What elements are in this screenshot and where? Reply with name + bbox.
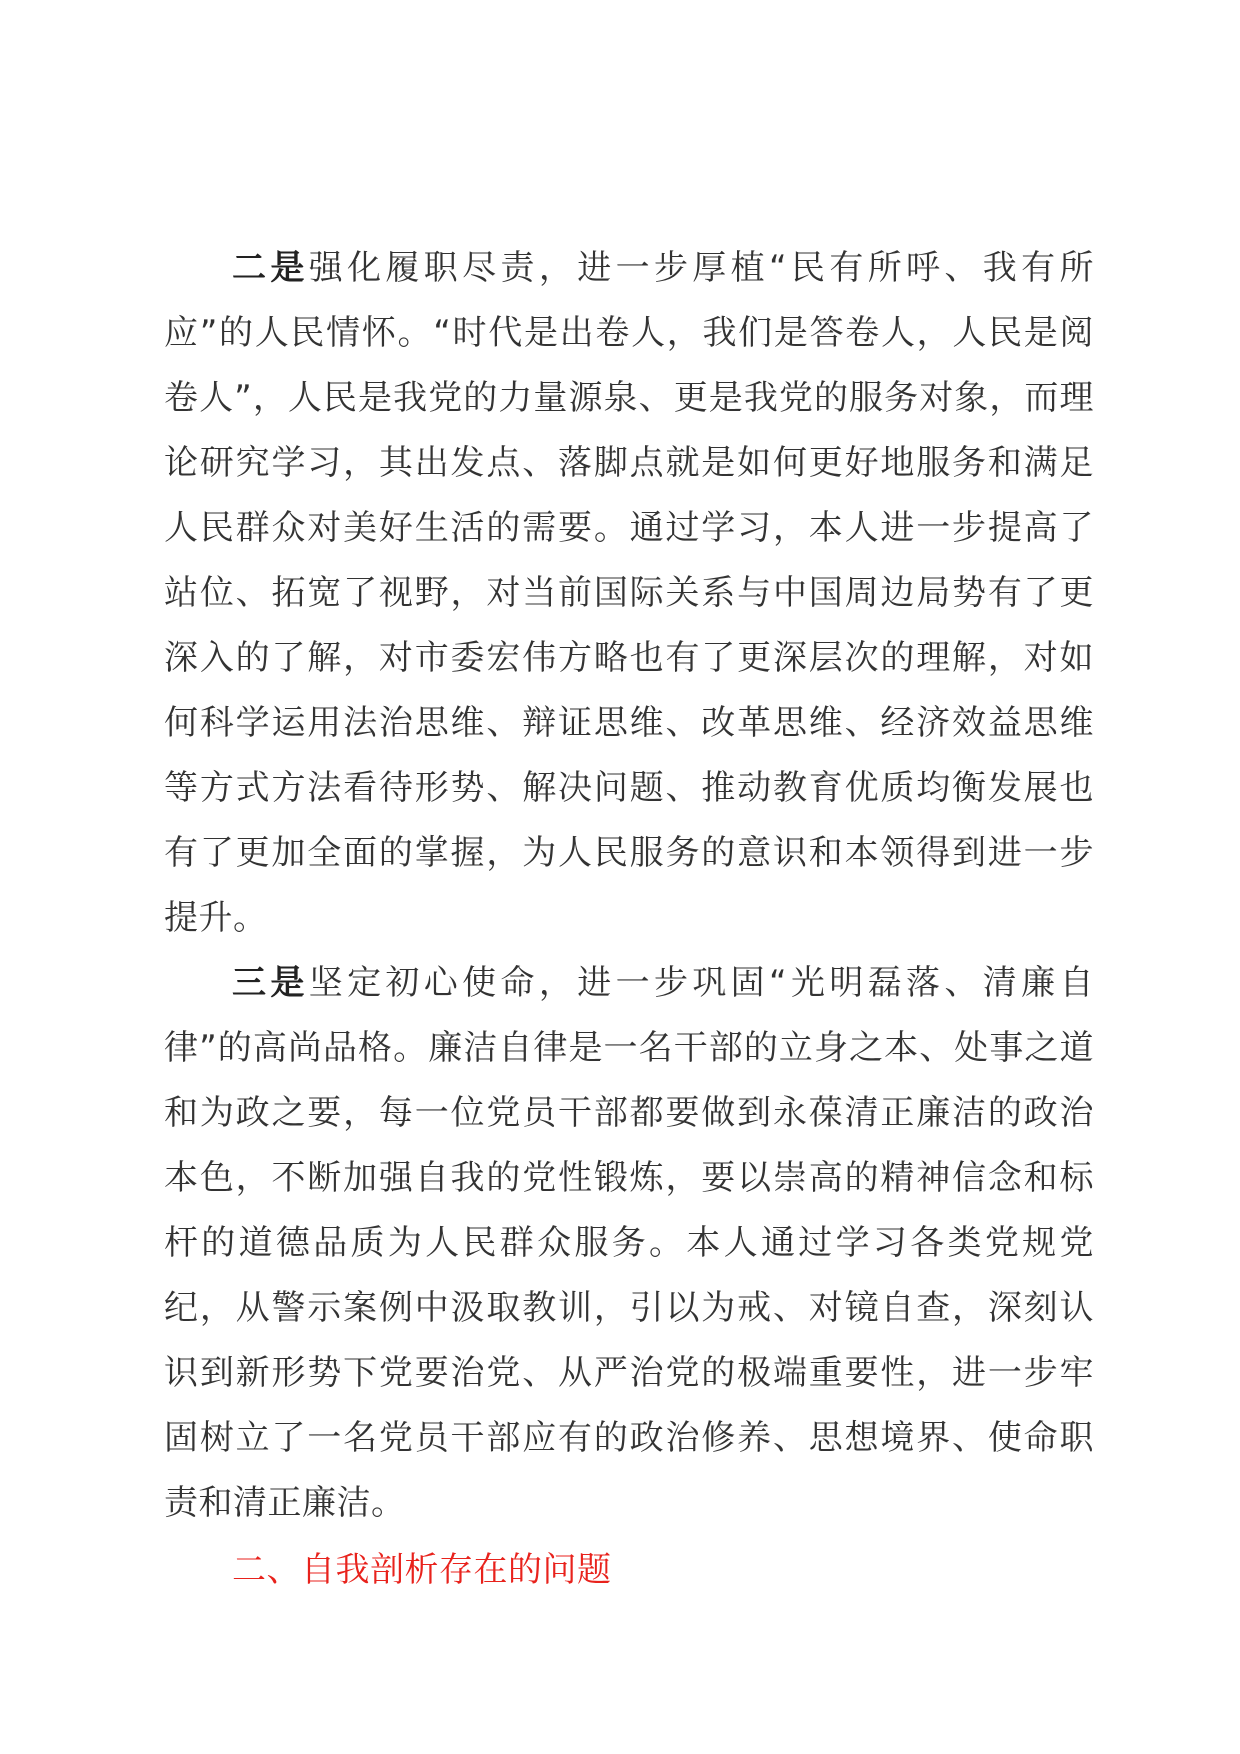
paragraph-two [164, 236, 1094, 951]
paragraph-two-text: 强化履职尽责，进一步厚植“民有所呼、我有所应”的人民情怀。“时代是出卷人，我们是答卷人，人民是阅卷人”，人民是我党的力量源泉、更是我党的服务对象，而理论研究学习，其出发点、落脚点就是如何更好地服务和满足人民群众对美好生活的需要。通过学习，本人进一步提高了站位、拓宽了视野，对当前国际关系与中国周边局势有了更深入的了解，对市委宏伟方略也有了更深层次的理解，对如何科学运用法治思维、辩证思维、改革思维、经济效益思维等方式方法看待形势、解决问题、推动教育优质均衡发展也有了更加全面的掌握，为人民服务的意识和本领得到进一步提升。 [164, 248, 1094, 938]
paragraph-three-text: 坚定初心使命，进一步巩固“光明磊落、清廉自律”的高尚品格。廉洁自律是一名干部的立身之本、处事之道和为政之要，每一位党员干部都要做到永葆清正廉洁的政治本色，不断加强自我的党性锻炼，要以崇高的精神信念和标杆的道德品质为人民群众服务。本人通过学习各类党规党纪，从警示案例中汲取教训，引以为戒、对镜自查，深刻认识到新形势下党要治党、从严治党的极端重要性，进一步牢固树立了一名党员干部应有的政治修养、思想境界、使命职责和清正廉洁。 [164, 963, 1094, 1523]
document-body [164, 236, 1094, 1603]
paragraph-three-lead: 三是 [232, 963, 309, 1003]
paragraph-two-lead: 二是 [232, 248, 309, 288]
paragraph-three [164, 951, 1094, 1536]
section-heading: 二、自我剖析存在的问题 [232, 1550, 612, 1590]
